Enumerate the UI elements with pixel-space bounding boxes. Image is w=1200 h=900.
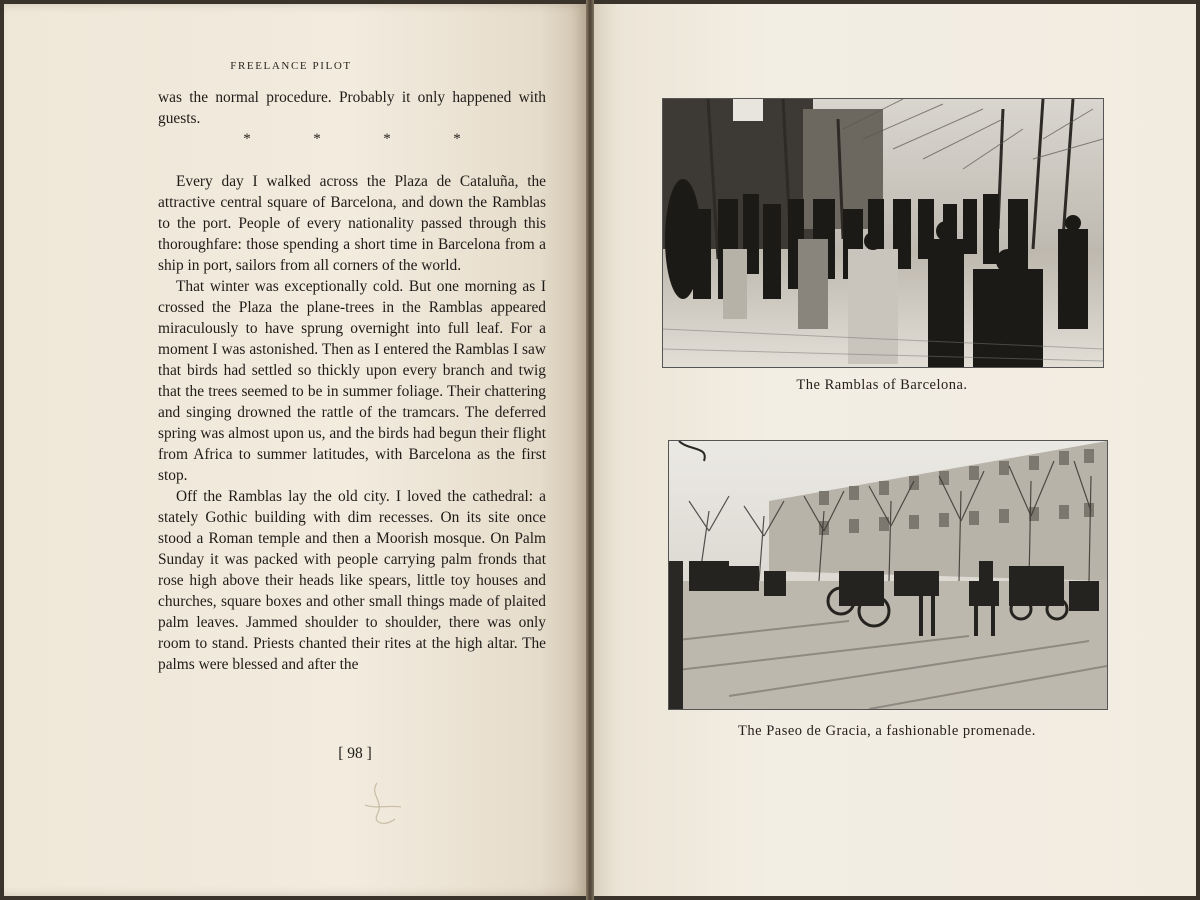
pencil-mark [355, 775, 415, 840]
asterisk: * [453, 131, 461, 147]
photo-ramblas [662, 98, 1104, 368]
book-gutter [586, 0, 594, 900]
page-number: [ 98 ] [338, 745, 372, 762]
opening-paragraph: was the normal procedure. Probably it only happened with guests. [158, 89, 546, 127]
caption-ramblas: The Ramblas of Barcelona. [796, 377, 968, 393]
paragraph-old-city: Off the Ramblas lay the old city. I loved the cathedral: a stately Gothic building with dim recesses. On its site once stood a Roman temple and then a Moorish mosque. On Palm Sunday it was packed with people carrying palm fronds that rose high above their heads like spears, little toy houses and churches, square boxes and other small things made of plaited palm leaves. Jammed shoulder to shoulder, there was only room to stand. Priests chanted their rites at the high altar. The palms were blessed and after the [158, 488, 546, 673]
section-break [158, 129, 546, 150]
caption-paseo-de-gracia: The Paseo de Gracia, a fashionable promenade. [738, 723, 1036, 739]
paragraph-winter: That winter was exceptionally cold. But one morning as I crossed the Plaza the plane-trees in the Ramblas appeared miraculously to have sprung overnight into full leaf. For a moment I was astonished. Then as I entered the Ramblas I saw that birds had settled so thickly upon every branch and twig that the trees seemed to be in summer foliage. Their chattering and singing drowned the rattle of the tramcars. The deferred spring was almost upon us, and the birds had begun their flight from Africa to summer latitudes, with Barcelona as the first stop. [158, 278, 546, 484]
photo-paseo-de-gracia [668, 440, 1108, 710]
asterisk: * [383, 131, 391, 147]
asterisk: * [243, 131, 251, 147]
body-text [158, 87, 546, 675]
paragraph-plaza: Every day I walked across the Plaza de Cataluña, the attractive central square of Barcelona, and down the Ramblas to the port. People of every nationality passed through this thoroughfare: those spending a short time in Barcelona from a ship in port, sailors from all corners of the world. [158, 173, 546, 274]
asterisk: * [313, 131, 321, 147]
running-head: FREELANCE PILOT [230, 60, 352, 72]
